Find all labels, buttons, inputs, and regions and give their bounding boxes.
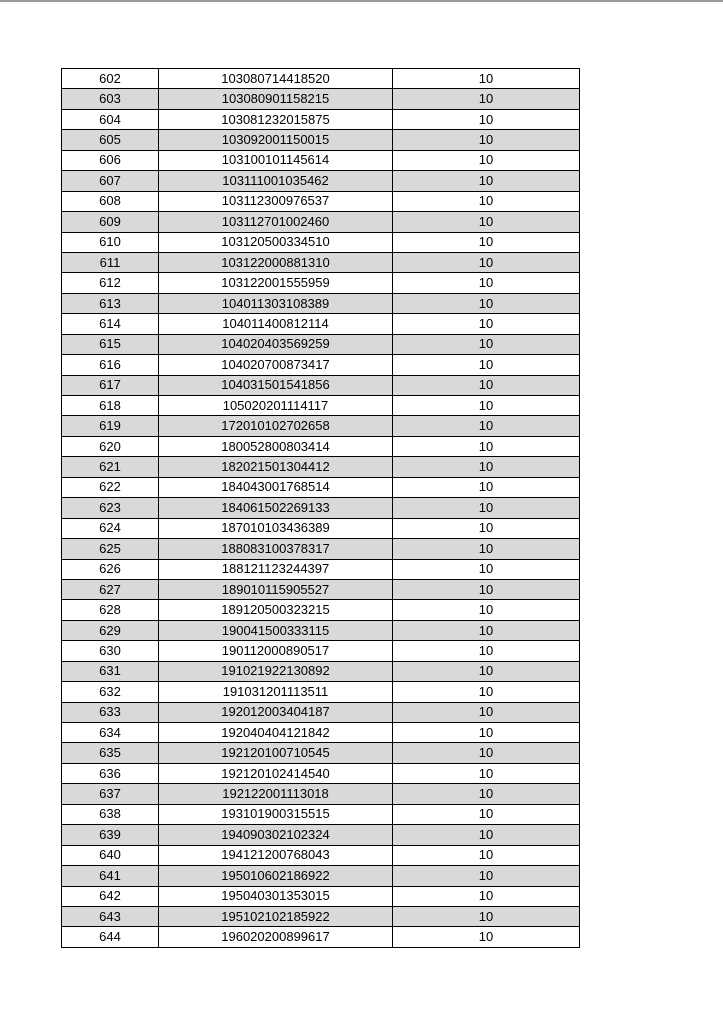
id-number-cell: 194121200768043: [159, 845, 393, 865]
id-number-cell: 192122001113018: [159, 784, 393, 804]
id-number-cell: 192012003404187: [159, 702, 393, 722]
id-number-cell: 105020201114117: [159, 396, 393, 416]
table-row: [62, 743, 580, 763]
row-number-cell: 611: [62, 252, 159, 272]
value-cell: 10: [393, 334, 580, 354]
table-row: [62, 641, 580, 661]
value-cell: 10: [393, 702, 580, 722]
id-number-cell: 194090302102324: [159, 825, 393, 845]
row-number-cell: 615: [62, 334, 159, 354]
id-number-cell: 190112000890517: [159, 641, 393, 661]
id-number-cell: 195102102185922: [159, 906, 393, 926]
table-row: [62, 498, 580, 518]
row-number-cell: 644: [62, 927, 159, 947]
id-number-cell: 189120500323215: [159, 600, 393, 620]
row-number-cell: 604: [62, 109, 159, 129]
id-number-cell: 188083100378317: [159, 539, 393, 559]
value-cell: 10: [393, 273, 580, 293]
row-number-cell: 623: [62, 498, 159, 518]
value-cell: 10: [393, 682, 580, 702]
table-row: [62, 477, 580, 497]
value-cell: 10: [393, 886, 580, 906]
value-cell: 10: [393, 539, 580, 559]
table-row: [62, 886, 580, 906]
row-number-cell: 626: [62, 559, 159, 579]
table-row: [62, 109, 580, 129]
table-row: [62, 906, 580, 926]
id-number-cell: 195040301353015: [159, 886, 393, 906]
row-number-cell: 638: [62, 804, 159, 824]
value-cell: 10: [393, 723, 580, 743]
table-row: [62, 171, 580, 191]
value-cell: 10: [393, 784, 580, 804]
row-number-cell: 635: [62, 743, 159, 763]
row-number-cell: 609: [62, 212, 159, 232]
value-cell: 10: [393, 232, 580, 252]
table-row: [62, 559, 580, 579]
value-cell: 10: [393, 171, 580, 191]
id-number-cell: 192040404121842: [159, 723, 393, 743]
id-number-cell: 192120100710545: [159, 743, 393, 763]
row-number-cell: 620: [62, 436, 159, 456]
row-number-cell: 602: [62, 69, 159, 89]
table-row: [62, 436, 580, 456]
row-number-cell: 628: [62, 600, 159, 620]
row-number-cell: 630: [62, 641, 159, 661]
id-number-cell: 103080901158215: [159, 89, 393, 109]
table-row: [62, 600, 580, 620]
row-number-cell: 619: [62, 416, 159, 436]
value-cell: 10: [393, 375, 580, 395]
table-row: [62, 927, 580, 947]
row-number-cell: 612: [62, 273, 159, 293]
table-row: [62, 539, 580, 559]
table-row: [62, 416, 580, 436]
table-row: [62, 232, 580, 252]
value-cell: 10: [393, 518, 580, 538]
row-number-cell: 617: [62, 375, 159, 395]
id-number-cell: 190041500333115: [159, 620, 393, 640]
value-cell: 10: [393, 804, 580, 824]
row-number-cell: 608: [62, 191, 159, 211]
table-row: [62, 620, 580, 640]
value-cell: 10: [393, 866, 580, 886]
row-number-cell: 621: [62, 457, 159, 477]
data-table: [61, 68, 580, 948]
row-number-cell: 610: [62, 232, 159, 252]
value-cell: 10: [393, 825, 580, 845]
row-number-cell: 607: [62, 171, 159, 191]
value-cell: 10: [393, 559, 580, 579]
value-cell: 10: [393, 109, 580, 129]
row-number-cell: 642: [62, 886, 159, 906]
value-cell: 10: [393, 436, 580, 456]
table-row: [62, 150, 580, 170]
table-row: [62, 130, 580, 150]
id-number-cell: 103112701002460: [159, 212, 393, 232]
row-number-cell: 634: [62, 723, 159, 743]
table-row: [62, 825, 580, 845]
table-row: [62, 702, 580, 722]
id-number-cell: 184043001768514: [159, 477, 393, 497]
value-cell: 10: [393, 69, 580, 89]
row-number-cell: 627: [62, 579, 159, 599]
table-row: [62, 375, 580, 395]
table-row: [62, 804, 580, 824]
id-number-cell: 187010103436389: [159, 518, 393, 538]
row-number-cell: 633: [62, 702, 159, 722]
row-number-cell: 606: [62, 150, 159, 170]
id-number-cell: 184061502269133: [159, 498, 393, 518]
value-cell: 10: [393, 906, 580, 926]
table-row: [62, 355, 580, 375]
table-row: [62, 579, 580, 599]
value-cell: 10: [393, 252, 580, 272]
value-cell: 10: [393, 130, 580, 150]
value-cell: 10: [393, 620, 580, 640]
id-number-cell: 104011303108389: [159, 293, 393, 313]
value-cell: 10: [393, 600, 580, 620]
value-cell: 10: [393, 498, 580, 518]
row-number-cell: 622: [62, 477, 159, 497]
id-number-cell: 103092001150015: [159, 130, 393, 150]
id-number-cell: 104011400812114: [159, 314, 393, 334]
row-number-cell: 603: [62, 89, 159, 109]
id-number-cell: 104020700873417: [159, 355, 393, 375]
value-cell: 10: [393, 641, 580, 661]
id-number-cell: 172010102702658: [159, 416, 393, 436]
id-number-cell: 103080714418520: [159, 69, 393, 89]
value-cell: 10: [393, 661, 580, 681]
value-cell: 10: [393, 927, 580, 947]
row-number-cell: 643: [62, 906, 159, 926]
id-number-cell: 103122000881310: [159, 252, 393, 272]
id-number-cell: 182021501304412: [159, 457, 393, 477]
value-cell: 10: [393, 150, 580, 170]
row-number-cell: 641: [62, 866, 159, 886]
id-number-cell: 103122001555959: [159, 273, 393, 293]
row-number-cell: 605: [62, 130, 159, 150]
table-row: [62, 212, 580, 232]
id-number-cell: 188121123244397: [159, 559, 393, 579]
id-number-cell: 193101900315515: [159, 804, 393, 824]
id-number-cell: 189010115905527: [159, 579, 393, 599]
id-number-cell: 103111001035462: [159, 171, 393, 191]
table-row: [62, 293, 580, 313]
value-cell: 10: [393, 191, 580, 211]
id-number-cell: 104020403569259: [159, 334, 393, 354]
table-row: [62, 191, 580, 211]
table-row: [62, 334, 580, 354]
value-cell: 10: [393, 457, 580, 477]
table-row: [62, 723, 580, 743]
table-row: [62, 845, 580, 865]
table-row: [62, 314, 580, 334]
value-cell: 10: [393, 743, 580, 763]
table-body: [62, 69, 580, 948]
value-cell: 10: [393, 355, 580, 375]
value-cell: 10: [393, 396, 580, 416]
value-cell: 10: [393, 89, 580, 109]
table-row: [62, 252, 580, 272]
row-number-cell: 624: [62, 518, 159, 538]
value-cell: 10: [393, 763, 580, 783]
table-row: [62, 763, 580, 783]
table-row: [62, 866, 580, 886]
value-cell: 10: [393, 293, 580, 313]
row-number-cell: 636: [62, 763, 159, 783]
table-row: [62, 273, 580, 293]
row-number-cell: 632: [62, 682, 159, 702]
table-row: [62, 518, 580, 538]
value-cell: 10: [393, 212, 580, 232]
table-row: [62, 89, 580, 109]
value-cell: 10: [393, 314, 580, 334]
value-cell: 10: [393, 845, 580, 865]
id-number-cell: 195010602186922: [159, 866, 393, 886]
table-row: [62, 69, 580, 89]
id-number-cell: 104031501541856: [159, 375, 393, 395]
value-cell: 10: [393, 477, 580, 497]
id-number-cell: 103112300976537: [159, 191, 393, 211]
id-number-cell: 196020200899617: [159, 927, 393, 947]
value-cell: 10: [393, 416, 580, 436]
id-number-cell: 103100101145614: [159, 150, 393, 170]
id-number-cell: 103120500334510: [159, 232, 393, 252]
row-number-cell: 613: [62, 293, 159, 313]
row-number-cell: 631: [62, 661, 159, 681]
table-row: [62, 784, 580, 804]
row-number-cell: 637: [62, 784, 159, 804]
row-number-cell: 618: [62, 396, 159, 416]
id-number-cell: 191031201113511: [159, 682, 393, 702]
table-row: [62, 457, 580, 477]
table-row: [62, 661, 580, 681]
id-number-cell: 192120102414540: [159, 763, 393, 783]
row-number-cell: 614: [62, 314, 159, 334]
value-cell: 10: [393, 579, 580, 599]
row-number-cell: 640: [62, 845, 159, 865]
row-number-cell: 629: [62, 620, 159, 640]
row-number-cell: 625: [62, 539, 159, 559]
id-number-cell: 180052800803414: [159, 436, 393, 456]
id-number-cell: 191021922130892: [159, 661, 393, 681]
table-row: [62, 396, 580, 416]
table-row: [62, 682, 580, 702]
id-number-cell: 103081232015875: [159, 109, 393, 129]
row-number-cell: 639: [62, 825, 159, 845]
row-number-cell: 616: [62, 355, 159, 375]
